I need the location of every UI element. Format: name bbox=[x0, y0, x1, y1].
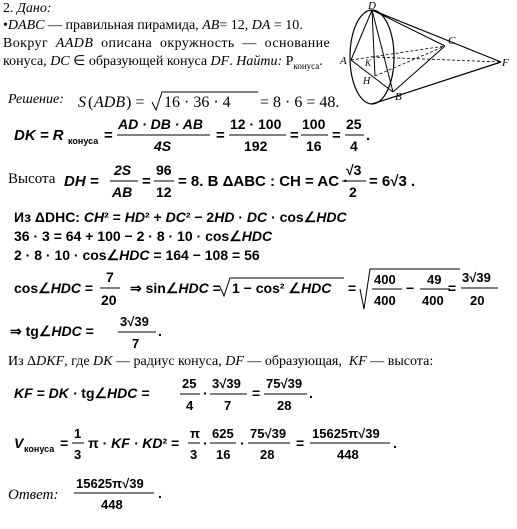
label-F: F bbox=[502, 57, 509, 69]
svg-text:AB: AB bbox=[112, 184, 133, 200]
svg-text:3√39: 3√39 bbox=[462, 270, 491, 285]
svg-text:1: 1 bbox=[74, 426, 82, 441]
svg-text:cos∠HDC =: cos∠HDC = bbox=[14, 280, 94, 296]
dk-formula bbox=[14, 113, 374, 157]
svg-text:448: 448 bbox=[337, 447, 359, 462]
svg-text:25: 25 bbox=[346, 116, 362, 132]
svg-text:7: 7 bbox=[132, 336, 140, 351]
svg-text:DH =: DH = bbox=[64, 173, 99, 190]
label-A: A bbox=[340, 55, 347, 67]
svg-text:.: . bbox=[158, 323, 162, 339]
svg-text:=: = bbox=[60, 435, 69, 451]
svg-text:3: 3 bbox=[190, 447, 198, 462]
svg-text:400: 400 bbox=[422, 293, 444, 308]
svg-text:7: 7 bbox=[224, 398, 232, 413]
svg-text:400: 400 bbox=[374, 272, 396, 287]
svg-text:16: 16 bbox=[216, 447, 231, 462]
eq1-line: 36 · 3 = 64 + 100 − 2 · 8 · 10 · cos∠HDC bbox=[14, 228, 273, 244]
from-dhc-line: Из ΔDHC: CH² = HD² + DC² − 2HD · DC · cos∠HDC bbox=[14, 209, 347, 225]
label-C: C bbox=[448, 35, 456, 47]
cos-formula bbox=[14, 265, 484, 313]
svg-text:·: · bbox=[203, 385, 208, 401]
cos-result bbox=[444, 265, 514, 313]
problem-header: 2. Дано: bbox=[3, 1, 52, 16]
svg-text:√3: √3 bbox=[346, 162, 362, 178]
svg-text:3: 3 bbox=[74, 447, 82, 462]
svg-text:4S: 4S bbox=[154, 138, 172, 154]
edge-DC bbox=[372, 10, 445, 46]
svg-text:=: = bbox=[290, 127, 299, 144]
label-H: H bbox=[363, 76, 371, 87]
svg-text:·: · bbox=[203, 435, 208, 451]
svg-text:=: = bbox=[104, 127, 113, 144]
svg-text:25: 25 bbox=[182, 376, 197, 391]
svg-text:15625π√39: 15625π√39 bbox=[312, 426, 380, 441]
svg-text:16 · 36 · 4: 16 · 36 · 4 bbox=[164, 94, 231, 111]
svg-text:=: = bbox=[296, 435, 305, 451]
svg-text:⇒ sin∠HDC =: ⇒ sin∠HDC = bbox=[130, 280, 221, 296]
svg-text:AD · DB · AB: AD · DB · AB bbox=[118, 116, 204, 132]
svg-text:= 8. В ΔABC : CH = AC ·: = 8. В ΔABC : CH = AC · bbox=[178, 173, 349, 190]
answer-label: Ответ: bbox=[8, 487, 59, 503]
svg-text:28: 28 bbox=[260, 447, 275, 462]
given-line-3: конуса, DC ∈ образующей конуса DF. Найти: $P_{конуса}$. bbox=[3, 54, 323, 71]
svg-text:−: − bbox=[406, 280, 415, 296]
svg-text:3√39: 3√39 bbox=[212, 376, 241, 391]
svg-text:·: · bbox=[240, 435, 245, 451]
svg-text:20: 20 bbox=[101, 292, 117, 308]
svg-text:15625π√39: 15625π√39 bbox=[76, 476, 144, 491]
svg-text:1 − cos² ∠HDC: 1 − cos² ∠HDC bbox=[232, 280, 332, 296]
answer-formula bbox=[74, 472, 184, 518]
svg-text:12 · 100: 12 · 100 bbox=[230, 116, 282, 132]
svg-text:96: 96 bbox=[156, 162, 172, 178]
svg-text:20: 20 bbox=[470, 293, 485, 308]
svg-text:2S: 2S bbox=[114, 162, 132, 178]
svg-text:=: = bbox=[348, 280, 357, 296]
svg-text:S: S bbox=[78, 94, 86, 111]
svg-text:=: = bbox=[332, 127, 341, 144]
svg-text:ADB: ADB bbox=[94, 94, 126, 111]
solution-label: Решение: bbox=[8, 92, 64, 107]
svg-text:π · KF · KD² =: π · KF · KD² = bbox=[88, 435, 180, 451]
svg-text:625: 625 bbox=[212, 426, 234, 441]
svg-text:) =: ) = bbox=[126, 94, 145, 111]
svg-text:= 8 · 6 = 48.: = 8 · 6 = 48. bbox=[260, 94, 340, 111]
svg-text:=: = bbox=[252, 385, 261, 401]
tg-formula bbox=[10, 312, 190, 354]
height-label: Высота bbox=[8, 171, 56, 187]
svg-text:=: = bbox=[448, 280, 457, 296]
svg-text:.: . bbox=[393, 435, 397, 451]
edge-DB bbox=[372, 10, 393, 92]
edge-KF bbox=[372, 57, 501, 62]
svg-text:16: 16 bbox=[306, 138, 322, 154]
svg-text:.: . bbox=[366, 127, 371, 144]
given-line-1: •DABC — правильная пирамида, AB= 12, DA = 10. bbox=[3, 18, 303, 33]
svg-text:448: 448 bbox=[101, 497, 123, 512]
svg-text:2: 2 bbox=[349, 184, 357, 200]
svg-text:⇒ tg∠HDC =: ⇒ tg∠HDC = bbox=[10, 323, 94, 339]
svg-text:конуса: конуса bbox=[24, 444, 55, 454]
svg-text:KF = DK · tg∠HDC =: KF = DK · tg∠HDC = bbox=[14, 385, 150, 401]
svg-text:=: = bbox=[216, 127, 225, 144]
svg-text:3√39: 3√39 bbox=[120, 314, 149, 329]
svg-text:V: V bbox=[14, 435, 24, 451]
svg-text:28: 28 bbox=[277, 398, 292, 413]
svg-text:= 6√3 .: = 6√3 . bbox=[369, 173, 416, 190]
svg-text:75√39: 75√39 bbox=[266, 376, 303, 391]
svg-text:4: 4 bbox=[186, 398, 194, 413]
cone-generator-bottom bbox=[372, 62, 501, 104]
svg-text:75√39: 75√39 bbox=[250, 426, 287, 441]
svg-text:192: 192 bbox=[244, 138, 268, 154]
edge-AB bbox=[351, 60, 393, 92]
svg-text:.: . bbox=[158, 485, 162, 501]
edge-DA bbox=[351, 10, 372, 60]
svg-text:(: ( bbox=[88, 94, 94, 111]
given-line-2: Вокруг AADB описана окружность — основание bbox=[3, 36, 331, 51]
dh-formula bbox=[64, 160, 416, 204]
svg-text:7: 7 bbox=[106, 269, 114, 285]
area-formula bbox=[78, 88, 338, 114]
svg-text:конуса: конуса bbox=[68, 136, 99, 146]
svg-text:12: 12 bbox=[156, 184, 172, 200]
svg-text:DK = R: DK = R bbox=[14, 127, 64, 144]
svg-text:π: π bbox=[190, 426, 200, 441]
svg-text:49: 49 bbox=[427, 272, 442, 287]
label-B: B bbox=[395, 91, 402, 103]
svg-text:400: 400 bbox=[374, 293, 396, 308]
label-D: D bbox=[368, 0, 376, 12]
svg-text:100: 100 bbox=[302, 116, 326, 132]
label-K: K bbox=[365, 58, 372, 68]
svg-text:=: = bbox=[142, 173, 151, 190]
eq2-line: 2 · 8 · 10 · cos∠HDC = 164 − 108 = 56 bbox=[14, 247, 260, 263]
svg-text:.: . bbox=[309, 385, 313, 401]
volume-formula bbox=[14, 422, 414, 468]
from-dkf-line: Из ΔDKF, где DK — радиус конуса, DF — образующая, KF — высота: bbox=[8, 354, 434, 369]
cone-pyramid-figure bbox=[335, 2, 510, 112]
kf-formula bbox=[14, 374, 314, 416]
svg-text:4: 4 bbox=[350, 138, 358, 154]
